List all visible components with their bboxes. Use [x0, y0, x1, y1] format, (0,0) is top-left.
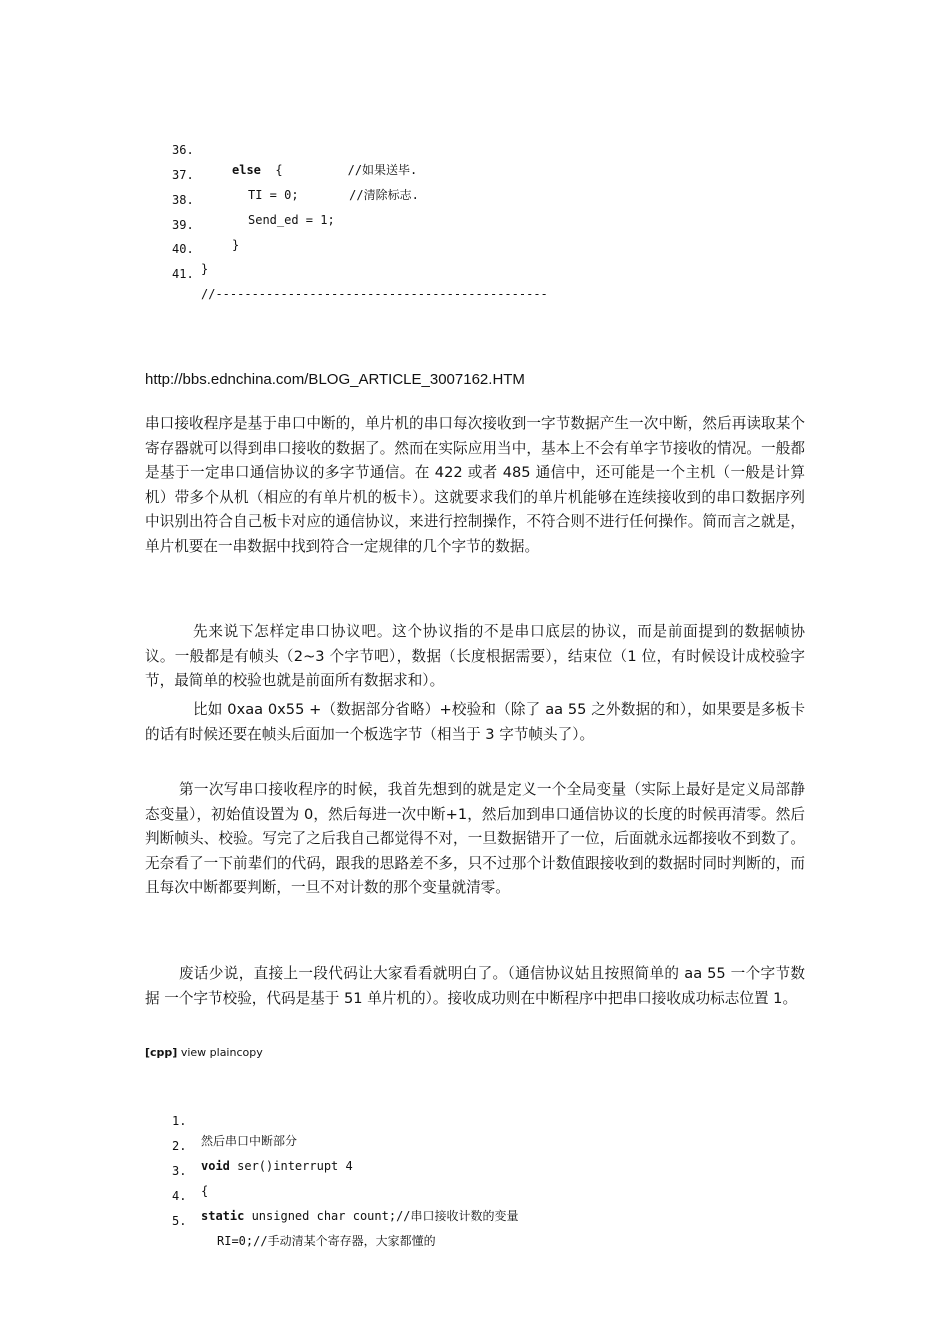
line-number: 3.: [172, 1164, 187, 1178]
code-line: [0, 1141, 209, 1198]
line-number: 5.: [172, 1214, 187, 1228]
line-number: 41.: [172, 267, 194, 281]
paragraph-intro: 串口接收程序是基于串口中断的，单片机的串口每次接收到一字节数据产生一次中断，然后再读取某个寄存器就可以得到串口接收的数据了。然而在实际应用当中，基本上不会有单字节接收的情况。一般都是基于一定串口通信协议的多字节通信。在 422 或者 485 通信中，还可能是一个主机（一般是计算机）带多个从机（相应的有单片机的板卡）。这就要求我们的单片机能够在连续接收到的串口数据序列中识别出符合自己板卡对应的通信协议，来进行控制操作，不符合则不进行任何操作。简而言之就是，单片机要在一串数据中找到符合一定规律的几个字节的数据。: [145, 415, 805, 555]
line-number: 1.: [172, 1114, 187, 1128]
paragraph-first-attempt: 第一次写串口接收程序的时候，我首先想到的就是定义一个全局变量（实际上最好是定义局部静态变量），初始值设置为 0，然后每进一次中断+1，然后加到串口通信协议的长度的时候再清零。然后判断帧头、校验。写完了之后我自己都觉得不对，一旦数据错开了一位，后面就永远都接收不到数了。无奈看了一下前辈们的代码，跟我的思路差不多，只不过那个计数值跟接收到的数据时同时判断的，而且每次中断都要判断，一旦不对计数的那个变量就清零。: [145, 781, 805, 896]
line-number: 40.: [172, 242, 194, 256]
line-number: 39.: [172, 218, 194, 232]
source-url-link[interactable]: http://bbs.ednchina.com/BLOG_ARTICLE_3007162.HTM: [145, 371, 525, 388]
line-number: 4.: [172, 1189, 187, 1203]
line-number: 36.: [172, 143, 194, 157]
code-text: }: [232, 238, 240, 252]
line-number: 37.: [172, 168, 194, 182]
code-keyword: else: [232, 163, 261, 177]
code-line: [0, 1091, 298, 1148]
code-text: }: [201, 262, 209, 276]
code-toolbar: [145, 1046, 263, 1059]
line-number: 2.: [172, 1139, 187, 1153]
code-text: RI=0;//手动清某个寄存器，大家都懂的: [217, 1234, 436, 1248]
code-text: Send_ed = 1;: [248, 213, 335, 227]
code-keyword: void: [201, 1159, 230, 1173]
code-text: //----------------------------------------------: [201, 287, 548, 301]
code-text: ser()interrupt 4: [229, 1159, 353, 1173]
code-text: 然后串口中断部分: [201, 1134, 298, 1148]
paragraph-code-intro: 废话少说，直接上一段代码让大家看看就明白了。（通信协议姑且按照简单的 aa 55 一个字节数据 一个字节校验，代码是基于 51 单片机的）。接收成功则在中断程序中把串口接收成功标志位置 1。: [145, 965, 805, 1007]
code-language-tag: [cpp]: [145, 1046, 178, 1059]
code-text: TI = 0; //清除标志.: [248, 188, 419, 202]
view-plain-copy-link[interactable]: view plaincopy: [177, 1046, 263, 1059]
code-text: {: [201, 1184, 209, 1198]
line-number: 38.: [172, 193, 194, 207]
code-keyword: static: [201, 1209, 245, 1223]
code-text: unsigned char count;//串口接收计数的变量: [244, 1209, 519, 1223]
paragraph-example: 比如 0xaa 0x55 +（数据部分省略）+校验和（除了 aa 55 之外数据的和），如果要是多板卡的话有时候还要在帧头后面加一个板选字节（相当于 3 字节帧头了）。: [145, 701, 805, 743]
paragraph-protocol: 先来说下怎样定串口协议吧。这个协议指的不是串口底层的协议，而是前面提到的数据帧协议。一般都是有帧头（2~3 个字节吧），数据（长度根据需要），结束位（1 位，有时候设计成校验字节，最简单的校验也就是前面所有数据求和）。: [145, 623, 805, 689]
code-text: { //如果送毕.: [260, 163, 418, 177]
